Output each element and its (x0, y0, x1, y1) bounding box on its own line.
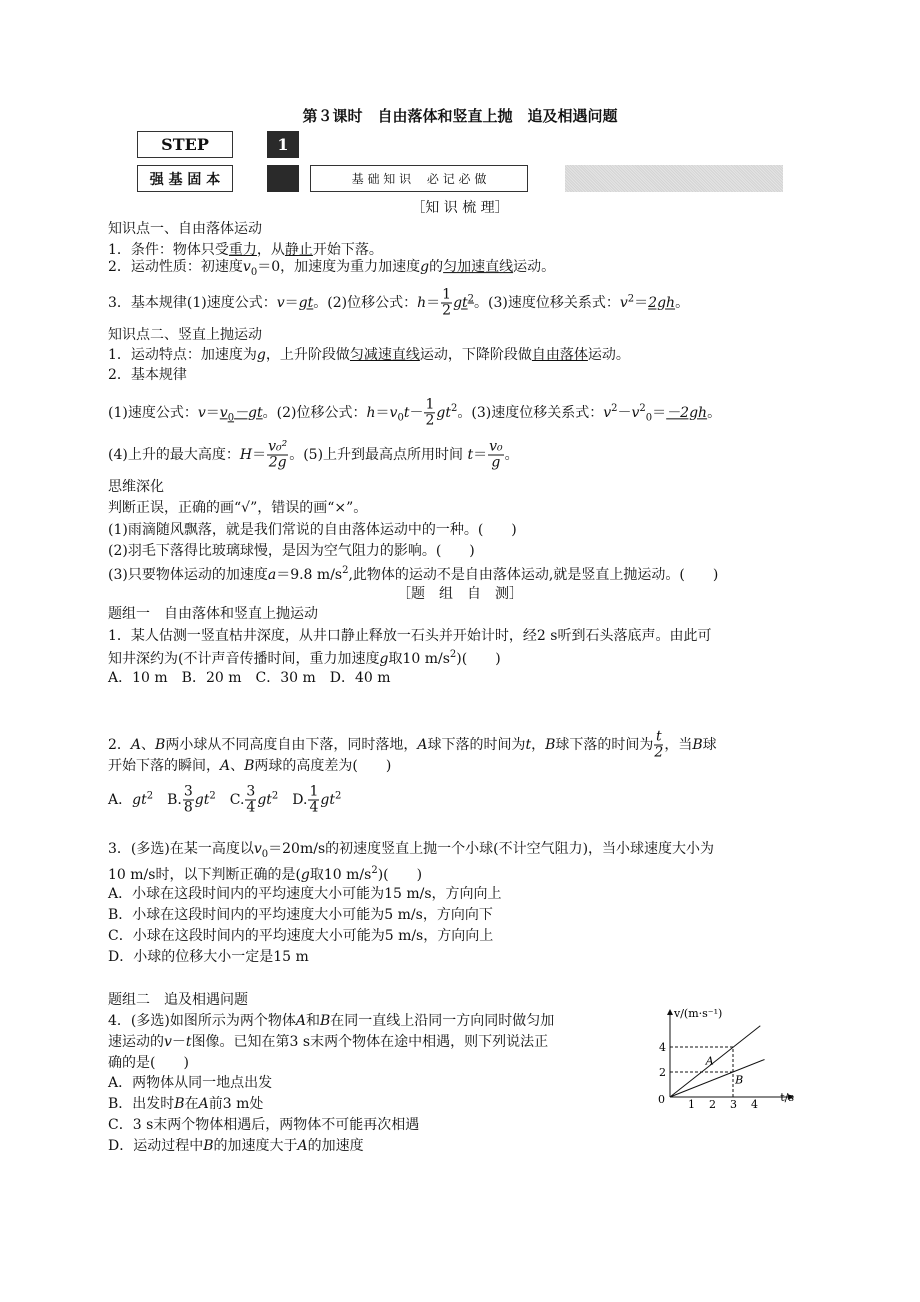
text-segment: ＝0，加速度为重力加速度 (257, 259, 421, 276)
text-segment: ＝20m/s的初速度竖直上抛一个小球(不计空气阻力)，当小球速度大小为 (268, 841, 715, 858)
text-segment: 球 (702, 737, 717, 753)
text-segment: 开始下落的瞬间， (108, 758, 220, 774)
fraction-part: g (491, 454, 501, 471)
step-label: STEP (137, 131, 233, 158)
text-segment: v (242, 259, 251, 276)
text-segment: 1．某人估测一竖直枯井深度，从井口静止释放一石头并开始计时，经2 s听到石头落底声。由此可 (108, 628, 712, 644)
text-segment: － (617, 404, 632, 421)
section-label: 强 基 固 本 (137, 165, 233, 192)
fraction (424, 397, 435, 428)
text-segment: B. (153, 792, 182, 808)
text-segment: 运动。 (587, 347, 630, 363)
series-line-B (670, 1060, 765, 1098)
text-segment: 。(2)位移公式： (262, 404, 367, 421)
text-segment: v (253, 841, 262, 858)
text-segment: 2． (108, 737, 131, 753)
series-line-A (670, 1026, 760, 1097)
text-segment: －gt (234, 404, 263, 421)
text-segment: B (545, 737, 556, 753)
text-segment: 开始下落。 (312, 242, 383, 258)
text-segment: 在 (184, 1096, 199, 1112)
text-segment: (3)只要物体运动的加速度 (108, 566, 268, 583)
text-segment: － (171, 1034, 186, 1050)
text-line (108, 1032, 548, 1052)
text-segment: g (379, 650, 389, 667)
fraction-part: v₀ (489, 438, 503, 455)
text-segment: h (417, 295, 427, 311)
text-line (108, 756, 391, 776)
text-segment: － (409, 404, 424, 421)
text-line (108, 1115, 419, 1135)
text-segment: 2．运动性质：初速度 (108, 259, 243, 276)
text-line (108, 219, 262, 239)
text-segment: a (267, 566, 277, 583)
text-segment: ，上升阶段做 (265, 347, 350, 363)
fraction-part: t (656, 728, 662, 745)
text-segment: ［知 识 梳 理］ (411, 200, 509, 216)
text-segment: v (276, 295, 285, 311)
text-segment: 的加速度 (307, 1138, 364, 1154)
text-segment: gt (194, 792, 210, 808)
text-segment: B．小球在这段时间内的平均速度大小可能为5 m/s，方向向下 (108, 907, 493, 923)
text-line (108, 561, 718, 585)
text-segment: ＝ (205, 404, 220, 421)
fraction-part: 2 (442, 302, 452, 319)
text-segment: v (197, 404, 206, 421)
text-line (108, 1011, 554, 1031)
text-segment: 0 (397, 412, 404, 424)
text-segment: 。 (675, 295, 690, 311)
text-segment: C．小球在这段时间内的平均速度大小可能为5 m/s，方向向上 (108, 928, 494, 944)
text-segment: 知识点一、自由落体运动 (108, 221, 262, 237)
text-segment: 知识点二、竖直上抛运动 (108, 327, 262, 343)
text-segment: 2 (450, 403, 458, 415)
text-segment: 、 (230, 758, 245, 774)
text-segment: ＝ (284, 295, 299, 311)
text-segment: 运动。 (513, 259, 556, 276)
text-segment: v (389, 404, 398, 421)
text-segment: 。(3)速度位移关系式： (457, 404, 604, 421)
fraction-part: 2 (654, 744, 664, 761)
text-line (108, 861, 422, 885)
text-line (108, 520, 517, 540)
text-segment: t (525, 737, 532, 753)
x-tick-label: 2 (709, 1098, 716, 1111)
text-line (108, 645, 501, 669)
fraction (183, 785, 194, 816)
fraction-part: 2 (425, 412, 435, 429)
text-segment: ＝ (252, 447, 267, 463)
text-segment: 1．运动特点：加速度为 (108, 347, 257, 363)
text-segment: D．运动过程中 (108, 1138, 204, 1154)
fraction-part: 3 (183, 783, 193, 800)
text-line (108, 1094, 263, 1114)
text-segment: C．3 s末两个物体相遇后，两物体不可能再次相遇 (108, 1117, 420, 1133)
text-segment: 。(5)上升到最高点所用时间 (289, 447, 468, 463)
fraction-part: 3 (246, 783, 256, 800)
text-line (108, 947, 309, 967)
text-line (108, 365, 187, 385)
text-segment: B (155, 737, 166, 753)
text-segment: 思维深化 (108, 479, 164, 495)
text-segment: 。(3)速度位移关系式： (474, 295, 620, 311)
text-segment: 0 (227, 412, 235, 424)
text-segment: 判断正误，正确的画“√”，错误的画“×”。 (108, 500, 368, 516)
text-line (108, 325, 262, 345)
text-segment: g (420, 259, 430, 276)
text-segment: 2 (449, 649, 457, 661)
text-segment: 10 m/s时，以下判断正确的是( (108, 866, 301, 883)
text-segment: 知井深约为(不计声音传播时间，重力加速度 (108, 650, 380, 667)
text-segment: ，当 (664, 737, 693, 753)
text-segment: A (297, 1138, 308, 1154)
text-segment: A． (108, 792, 133, 808)
text-segment: 两小球从不同高度自由下落，同时落地， (165, 737, 418, 753)
text-segment: 匀减速直线 (349, 347, 420, 363)
text-segment: ，从 (256, 242, 285, 258)
text-segment: 3．(多选)在某一高度以 (108, 841, 254, 858)
text-segment: v (631, 404, 640, 421)
text-line (108, 884, 502, 904)
text-segment: g (256, 347, 266, 363)
x-axis-label: t/s (780, 1091, 795, 1104)
text-segment: h (366, 404, 376, 421)
text-line (108, 541, 475, 561)
text-segment: gt (298, 295, 314, 311)
text-segment: v (619, 295, 628, 311)
text-segment: A (417, 737, 428, 753)
fraction-part: 8 (183, 799, 193, 816)
text-segment: gt (132, 792, 147, 808)
text-segment: B (244, 758, 255, 774)
text-segment: 。 (504, 447, 519, 463)
section-heading (0, 584, 920, 604)
text-segment: 2 (146, 790, 154, 802)
text-segment: 两球的高度差为( ) (254, 758, 392, 774)
text-segment: v (219, 404, 228, 421)
text-segment: )( ) (456, 650, 501, 667)
fraction (441, 288, 452, 319)
text-line (108, 498, 367, 518)
fraction-part: v₀² (268, 438, 288, 455)
text-line (108, 288, 689, 319)
text-segment: B．出发时 (108, 1096, 175, 1112)
text-segment: 0 (645, 412, 653, 424)
x-tick-label: 1 (688, 1098, 695, 1111)
text-segment: 2 (611, 403, 618, 415)
text-segment: 取10 m/s (388, 650, 450, 667)
text-segment: 在同一直线上沿同一方向同时做匀加 (330, 1013, 555, 1029)
text-segment: 、 (141, 737, 156, 753)
fraction-part: 4 (309, 799, 319, 816)
text-segment: ＝ (634, 295, 649, 311)
text-segment: 匀加速直线 (443, 259, 514, 276)
text-segment: v (164, 1034, 172, 1050)
text-segment: 。 (707, 404, 722, 421)
text-line (108, 926, 493, 946)
text-segment: 。(2)位移公式： (313, 295, 418, 311)
y-tick-label: 2 (659, 1066, 666, 1079)
text-segment: ， (531, 737, 546, 753)
text-segment: 2．基本规律 (108, 367, 187, 383)
text-segment: 的 (429, 259, 444, 276)
text-segment: (4)上升的最大高度： (108, 447, 240, 463)
text-segment: 题组二 追及相遇问题 (108, 992, 248, 1008)
section-heading (0, 198, 920, 218)
section-subtitle: 基 础 知 识 必 记 必 做 (310, 165, 528, 192)
x-tick-label: 3 (730, 1098, 737, 1111)
text-segment: 重力 (228, 242, 257, 258)
text-segment: 2gh (648, 295, 676, 311)
text-segment: 2 (467, 293, 475, 305)
text-segment: C. (215, 792, 245, 808)
fraction (245, 785, 256, 816)
fraction-part: 2g (268, 454, 287, 471)
fraction (308, 785, 319, 816)
series-label-B: B (735, 1073, 744, 1087)
text-segment: (1)速度公式： (108, 404, 198, 421)
text-segment: B (319, 1013, 331, 1029)
fraction (488, 440, 504, 471)
lesson-title: 第３课时 自由落体和竖直上抛 追及相遇问题 (302, 107, 618, 125)
text-segment: B (203, 1138, 214, 1154)
text-segment: D．小球的位移大小一定是15 m (108, 949, 309, 965)
text-line (108, 626, 711, 646)
text-segment: 0 (261, 848, 269, 860)
text-segment: )( ) (377, 866, 423, 883)
text-segment: 自由落体 (531, 347, 588, 363)
text-segment: H (239, 447, 253, 463)
text-segment: B (692, 737, 703, 753)
text-segment: A (130, 737, 142, 753)
text-segment: 运动，下降阶段做 (419, 347, 532, 363)
text-segment: t (185, 1034, 192, 1050)
text-segment: ＝ (426, 295, 441, 311)
text-segment: 2 (639, 403, 646, 415)
text-segment: ＝ (652, 404, 667, 421)
fraction-part: 1 (425, 396, 435, 413)
text-segment: 2 (335, 790, 342, 802)
text-segment: 球下落的时间为 (555, 737, 654, 753)
series-label-A: A (705, 1054, 714, 1068)
text-segment: B (174, 1096, 185, 1112)
text-segment: t (403, 404, 410, 421)
section-marker (267, 165, 299, 192)
text-segment: A．两物体从同一地点出发 (108, 1075, 273, 1091)
text-segment: A (295, 1013, 306, 1029)
text-segment: 2 (271, 790, 279, 802)
text-segment: gt (320, 792, 335, 808)
text-segment: 和 (305, 1013, 320, 1029)
fraction-part: 1 (309, 783, 319, 800)
text-segment: 前3 m处 (208, 1096, 264, 1112)
text-line (108, 905, 493, 925)
text-line (108, 345, 630, 365)
y-tick-label: 4 (659, 1041, 666, 1054)
text-segment: 取10 m/s (309, 866, 372, 883)
text-segment: ,此物体的运动不是自由落体运动,就是竖直上抛运动。( ) (348, 566, 719, 583)
text-segment: (2)羽毛下落得比玻璃球慢，是因为空气阻力的影响。( ) (108, 543, 475, 559)
text-line (108, 257, 555, 283)
text-segment: 确的是( ) (108, 1055, 189, 1071)
y-axis-arrow-icon (667, 1009, 673, 1015)
x-tick-label: 4 (751, 1098, 758, 1111)
decorative-band (565, 165, 783, 192)
origin-label: 0 (658, 1093, 665, 1106)
text-line (108, 440, 519, 471)
y-axis-label: v/(m·s⁻¹) (674, 1007, 723, 1020)
text-segment: 1．条件：物体只受 (108, 242, 229, 258)
text-segment: 球下落的时间为 (427, 737, 526, 753)
vt-graph (650, 1005, 800, 1117)
text-segment: ［题 组 自 测］ (397, 586, 523, 602)
text-line (108, 990, 248, 1010)
text-segment: 0 (250, 266, 258, 278)
text-segment: v (603, 404, 612, 421)
text-segment: D. (278, 792, 308, 808)
text-segment: A．小球在这段时间内的平均速度大小可能为15 m/s，方向向上 (108, 886, 502, 902)
text-segment: g (300, 866, 310, 883)
text-segment: A (198, 1096, 209, 1112)
text-segment: A．10 m B．20 m C．30 m D．40 m (108, 670, 391, 686)
text-line (108, 785, 341, 816)
text-segment: 2 (209, 790, 216, 802)
text-segment: gt (453, 295, 468, 311)
text-segment: 2 (342, 565, 349, 577)
text-segment: 的加速度大于 (213, 1138, 298, 1154)
text-segment: 静止 (284, 242, 313, 258)
text-segment: 题组一 自由落体和竖直上抛运动 (108, 606, 318, 622)
text-segment: gt (436, 404, 451, 421)
text-segment: ＝ (375, 404, 390, 421)
text-segment: 图像。已知在第3 s末两个物体在途中相遇，则下列说法正 (191, 1034, 549, 1050)
text-line (108, 668, 391, 688)
text-line (108, 397, 721, 428)
text-segment: 2 (371, 865, 378, 877)
fraction-part: 4 (246, 799, 256, 816)
text-line (108, 1053, 189, 1073)
text-line (108, 1136, 364, 1156)
text-segment: －2gh (666, 404, 708, 421)
text-segment: 速运动的 (108, 1034, 164, 1050)
text-segment: gt (257, 792, 272, 808)
text-segment: ＝9.8 m/s (276, 566, 343, 583)
text-line (108, 1073, 272, 1093)
text-segment: 2 (627, 293, 635, 305)
text-segment: 3．基本规律(1)速度公式： (108, 295, 277, 311)
fraction (654, 730, 663, 761)
fraction-part: 1 (442, 286, 452, 303)
text-segment: A (220, 758, 231, 774)
text-segment: (1)雨滴随风飘落，就是我们常说的自由落体运动中的一种。( ) (108, 522, 517, 538)
fraction (267, 440, 288, 471)
text-line (108, 604, 318, 624)
text-segment: 4．(多选)如图所示为两个物体 (108, 1013, 296, 1029)
text-segment: t (467, 447, 474, 463)
step-number: 1 (267, 131, 299, 158)
text-segment: ＝ (473, 447, 488, 463)
text-line (108, 477, 164, 497)
